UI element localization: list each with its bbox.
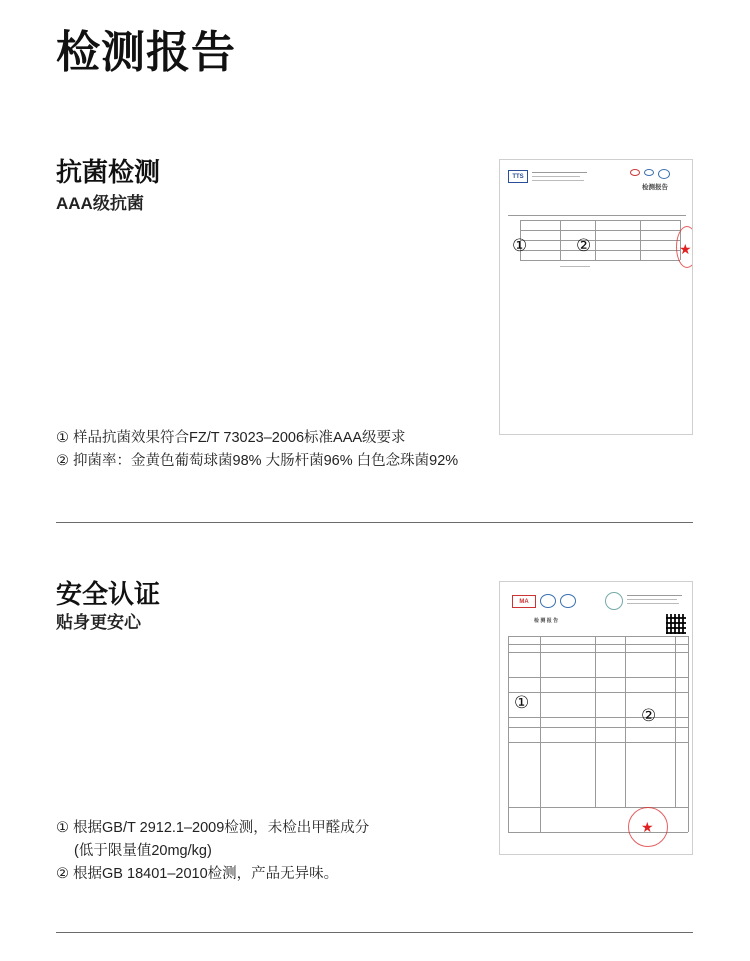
note-1-continued: (低于限量值20mg/kg) [74,843,212,859]
page-title: 检测报告 [56,28,236,77]
callout-1: ① [514,693,530,712]
star-icon: ★ [679,241,692,257]
test-report-image[interactable] [499,159,693,435]
cma-logo-icon [630,169,640,176]
section-divider [56,932,693,933]
cnas-logo-icon [644,169,654,176]
ilac-logo-icon [658,169,670,179]
tts-logo: TTS [508,170,528,183]
note-1: ① 根据GB/T 2912.1–2009检测，未检出甲醛成分 [56,820,370,836]
doc-heading: 检测报告 [642,184,668,191]
cnas-logo-icon [560,594,576,608]
test-report-image[interactable] [499,581,693,855]
org-logo-icon [605,592,623,610]
section-title: 抗菌检测 [56,157,161,187]
section-title: 安全认证 [56,579,161,609]
section-subtitle: AAA级抗菌 [56,194,144,213]
note-2: ② 根据GB 18401–2010检测，产品无异味。 [56,866,339,882]
cma-logo-icon: MA [512,595,536,608]
callout-1: ① [512,236,528,255]
star-icon: ★ [641,819,654,835]
section-divider [56,522,693,523]
qr-code-icon [666,614,686,634]
note-1: ① 样品抗菌效果符合FZ/T 73023–2006标准AAA级要求 [56,430,406,446]
note-2: ② 抑菌率：金黄色葡萄球菌98% 大肠杆菌96% 白色念珠菌92% [56,453,459,469]
ilac-logo-icon [540,594,556,608]
doc-heading: 检 测 报 告 [534,618,559,624]
callout-2: ② [576,236,592,255]
section-subtitle: 贴身更安心 [56,613,141,632]
callout-2: ② [641,706,657,725]
